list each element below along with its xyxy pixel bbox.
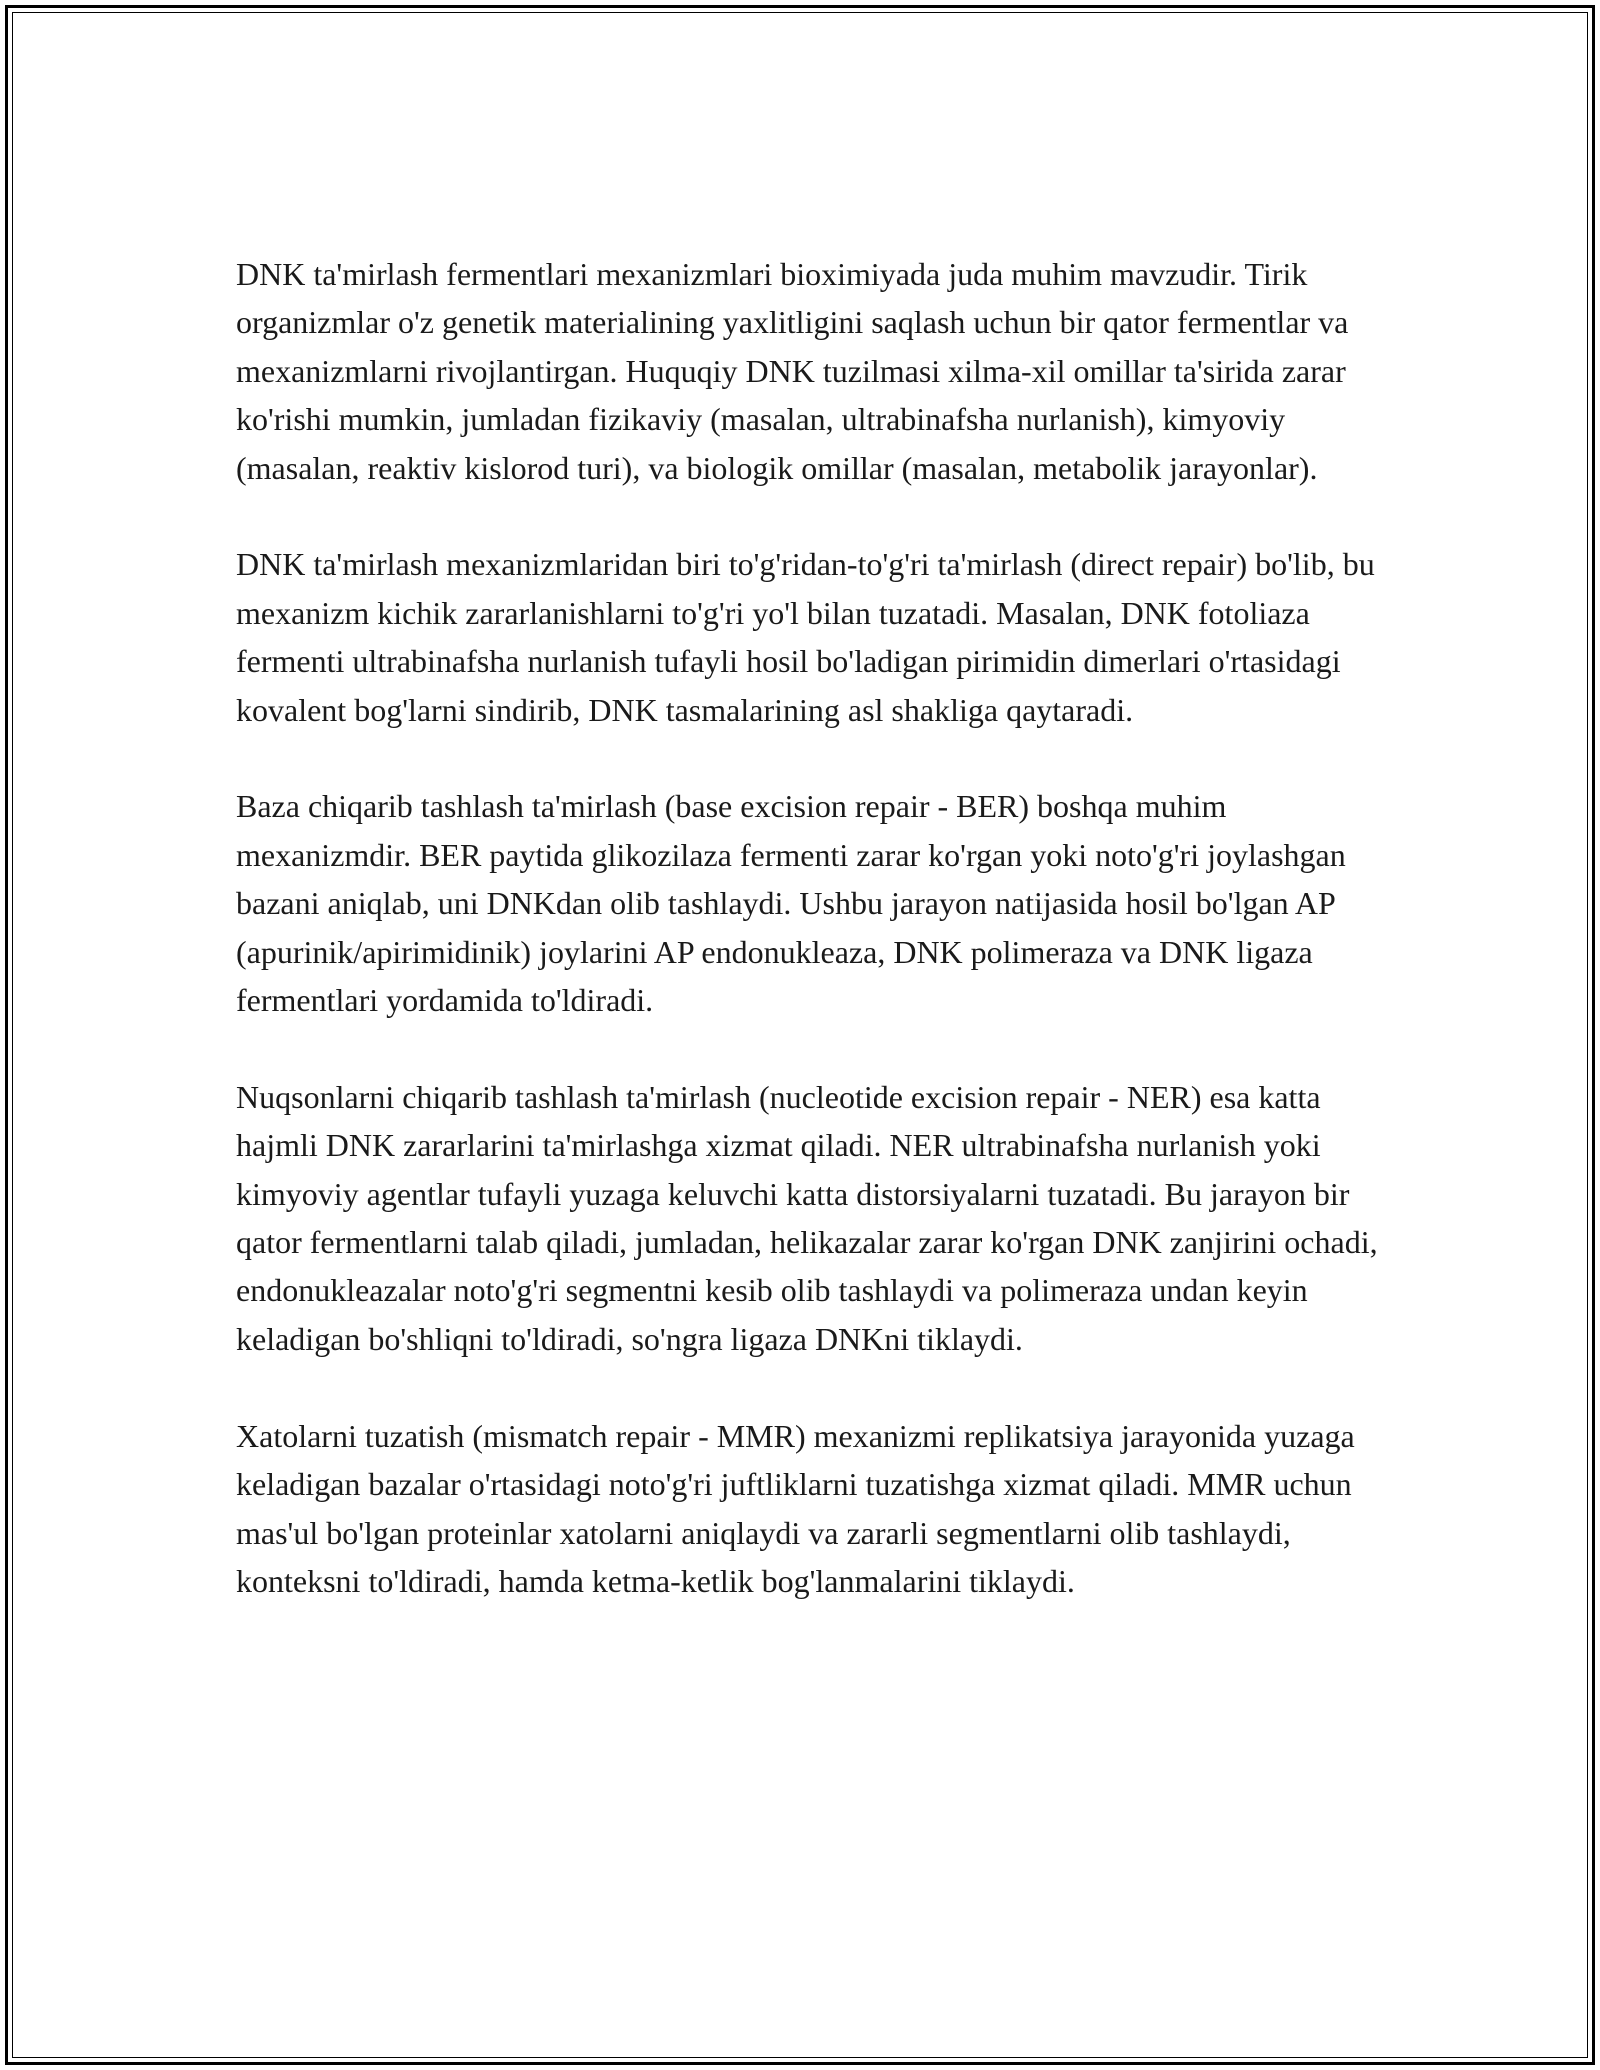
paragraph-nucleotide-excision-repair: Nuqsonlarni chiqarib tashlash ta'mirlash (nucleotide excision repair - NER) esa katta hajmli DNK zararlarini ta'mirlashga xizmat qiladi. NER ultrabinafsha nurlanish yoki kimyoviy agentlar tufayli yuzaga keluvchi katta distorsiyalarni tuzatadi. Bu jarayon bir qator fermentlarni talab qiladi, jumladan, helikazalar zarar ko'rgan DNK zanjirini ochadi, endonukleazalar noto'g'ri segmentni kesib olib tashlaydi va polimeraza undan keyin keladigan bo'shliqni to'ldiradi, so'ngra ligaza DNKni tiklaydi. (236, 1078, 1378, 1357)
paragraph-base-excision-repair: Baza chiqarib tashlash ta'mirlash (base excision repair - BER) boshqa muhim mexanizmdir. BER paytida glikozilaza fermenti zarar ko'rgan yoki noto'g'ri joylashgan bazani aniqlab, uni DNKdan olib tashlaydi. Ushbu jarayon natijasida hosil bo'lgan AP (apurinik/apirimidinik) joylarini AP endonukleaza, DNK polimeraza va DNK ligaza fermentlari yordamida to'ldiradi. (236, 788, 1346, 1019)
paragraph-dna-repair-intro: DNK ta'mirlash fermentlari mexanizmlari bioximiyada juda muhim mavzudir. Tirik organizmlar o'z genetik materialining yaxlitligini saqlash uchun bir qator fermentlar va mexanizmlarni rivojlantirgan. Huquqiy DNK tuzilmasi xilma-xil omillar ta'sirida zarar ko'rishi mumkin, jumladan fizikaviy (masalan, ultrabinafsha nurlanish), kimyoviy (masalan, reaktiv kislorod turi), va biologik omillar (masalan, metabolik jarayonlar). (236, 256, 1349, 486)
paragraph-direct-repair: DNK ta'mirlash mexanizmlaridan biri to'g'ridan-to'g'ri ta'mirlash (direct repair) bo'lib, bu mexanizm kichik zararlanishlarni to'g'ri yo'l bilan tuzatadi. Masalan, DNK fotoliaza fermenti ultrabinafsha nurlanish tufayli hosil bo'ladigan pirimidin dimerlari o'rtasidagi kovalent bog'larni sindirib, DNK tasmalarining asl shakliga qaytaradi. (236, 546, 1375, 728)
document-body (236, 250, 1386, 1654)
paragraph-mismatch-repair: Xatolarni tuzatish (mismatch repair - MMR) mexanizmi replikatsiya jarayonida yuzaga keladigan bazalar o'rtasidagi noto'g'ri juftliklarni tuzatishga xizmat qiladi. MMR uchun mas'ul bo'lgan proteinlar xatolarni aniqlaydi va zararli segmentlarni olib tashlaydi, konteksni to'ldiradi, hamda ketma-ketlik bog'lanmalarini tiklaydi. (236, 1417, 1355, 1599)
